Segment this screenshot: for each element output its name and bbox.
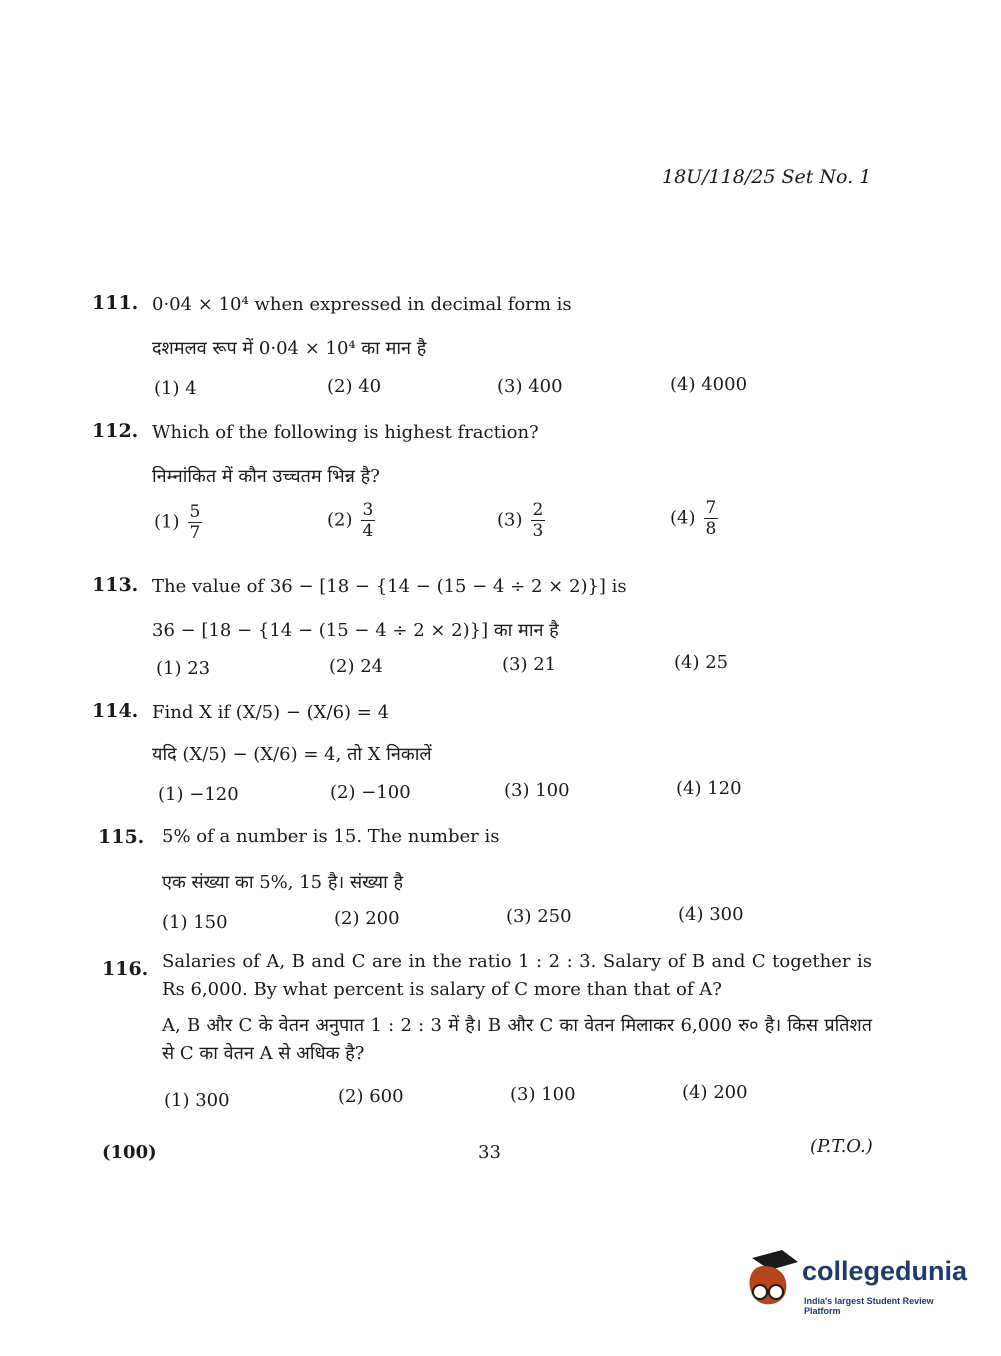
option-3: (3) 100 (510, 1084, 576, 1105)
option-4: (4) 120 (676, 778, 742, 799)
question-text-hi: एक संख्या का 5%, 15 है। संख्या है (162, 872, 404, 893)
logo-wordmark: collegedunia (802, 1256, 968, 1286)
question-text-en: 5% of a number is 15. The number is (162, 826, 500, 847)
set-number: 18U/118/25 Set No. 1 (662, 166, 872, 188)
question-text-en: Which of the following is highest fraction? (152, 422, 539, 443)
pto-label: (P.T.O.) (810, 1136, 873, 1157)
logo-tagline: India's largest Student Review Platform (804, 1296, 934, 1316)
question-text-hi: निम्नांकित में कौन उच्चतम भिन्न है? (152, 466, 380, 487)
option-1: (1) 4 (154, 378, 197, 399)
paper-code: (100) (102, 1142, 157, 1163)
question-text-en: Find X if (X/5) − (X/6) = 4 (152, 702, 390, 723)
question-number: 116. (102, 958, 149, 980)
option-2: (2) 200 (334, 908, 400, 929)
option-3: (3) 400 (497, 376, 563, 397)
option-1: (1) $\frac{5}{7}$ (154, 502, 201, 543)
option-2: (2) 40 (327, 376, 382, 397)
question-text-hi: A, B और C के वेतन अनुपात 1 : 2 : 3 में है। B और C का वेतन मिलाकर 6,000 रु० है। किस प्रतिशत से C का वेतन A से अधिक है? (162, 1015, 872, 1064)
option-3: (3) 250 (506, 906, 572, 927)
option-2: (2) 600 (338, 1086, 404, 1107)
mascot-icon (742, 1248, 802, 1310)
question-text-en: The value of 36 − [18 − {14 − (15 − 4 ÷ 2 × 2)}] is (152, 576, 627, 597)
option-4: (4) 200 (682, 1082, 748, 1103)
option-2: (2) $\frac{3}{4}$ (327, 500, 374, 541)
question-number: 112. (92, 420, 139, 442)
question-text-hi: यदि (X/5) − (X/6) = 4, तो X निकालें (152, 744, 432, 765)
question-number: 111. (92, 292, 139, 314)
option-4: (4) $\frac{7}{8}$ (670, 498, 717, 539)
option-3: (3) 100 (504, 780, 570, 801)
option-4: (4) 300 (678, 904, 744, 925)
collegedunia-logo (742, 1248, 972, 1318)
question-number: 115. (98, 826, 145, 848)
question-text-hi: 36 − [18 − {14 − (15 − 4 ÷ 2 × 2)}] का मान है (152, 620, 559, 641)
option-1: (1) 300 (164, 1090, 230, 1111)
option-1: (1) −120 (158, 784, 239, 805)
option-2: (2) −100 (330, 782, 411, 803)
option-1: (1) 150 (162, 912, 228, 933)
option-4: (4) 4000 (670, 374, 748, 395)
question-text-en: 0·04 × 10⁴ when expressed in decimal form is (152, 294, 572, 315)
option-3: (3) $\frac{2}{3}$ (497, 500, 544, 541)
option-1: (1) 23 (156, 658, 211, 679)
option-2: (2) 24 (329, 656, 384, 677)
option-4: (4) 25 (674, 652, 729, 673)
question-number: 114. (92, 700, 139, 722)
option-3: (3) 21 (502, 654, 557, 675)
page-number: 33 (478, 1142, 501, 1163)
question-text-hi: दशमलव रूप में 0·04 × 10⁴ का मान है (152, 338, 427, 359)
question-number: 113. (92, 574, 139, 596)
question-text-en: Salaries of A, B and C are in the ratio 1 : 2 : 3. Salary of B and C together is Rs 6,000. By what percent is salary of C more than that of A? (162, 951, 872, 1000)
